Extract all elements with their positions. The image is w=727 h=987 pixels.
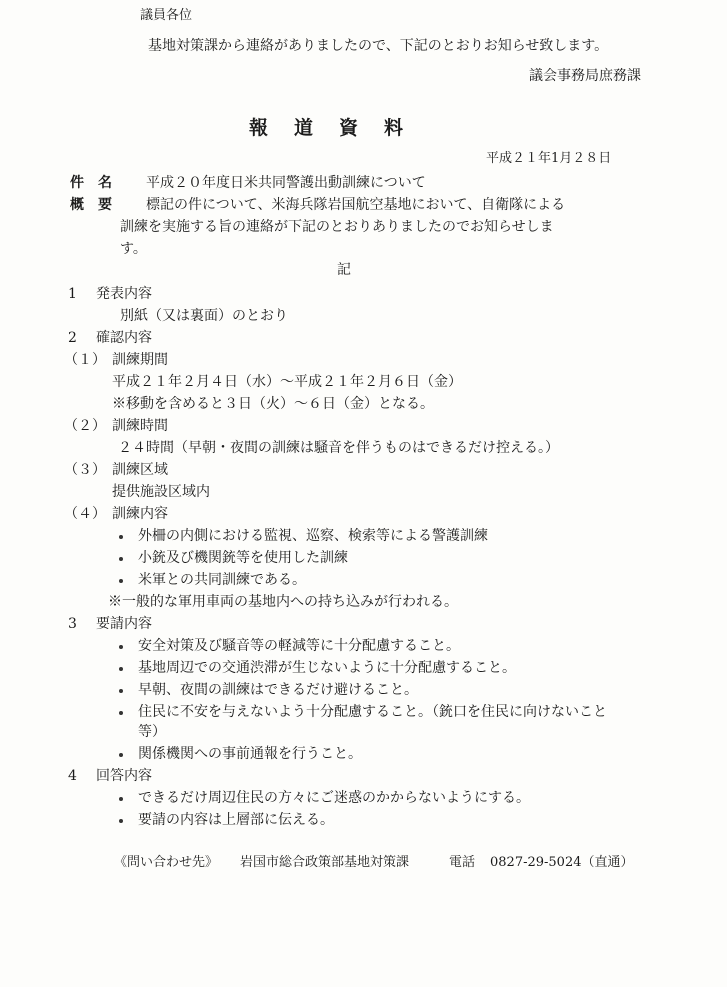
- subsection-heading: 訓練区域: [112, 462, 168, 478]
- subsection-line: 平成２１年２月４日（水）～平成２１年２月６日（金）: [112, 374, 462, 390]
- bullet-icon: [119, 753, 123, 757]
- memo-addressee: 議員各位: [140, 8, 193, 23]
- page-title: 報道資料: [249, 117, 430, 139]
- bullet-icon: [119, 535, 123, 539]
- memo-sender: 議会事務局庶務課: [529, 68, 641, 84]
- bullet-icon: [119, 667, 123, 671]
- subsection-body: 提供施設区域内: [112, 484, 210, 500]
- section-heading: 回答内容: [96, 768, 152, 784]
- bullet-icon: [119, 557, 123, 561]
- contact-label: 《問い合わせ先》: [114, 855, 219, 870]
- list-item: 関係機関への事前通報を行うこと。: [138, 746, 362, 762]
- subsection-line: ※移動を含めると３日（火）～６日（金）となる。: [112, 396, 434, 412]
- section-number: 2: [68, 330, 77, 346]
- list-item: 住民に不安を与えないよう十分配慮すること。（銃口を住民に向けないこと: [138, 704, 607, 720]
- bullet-icon: [119, 711, 123, 715]
- list-item: 外柵の内側における監視、巡察、検索等による警護訓練: [138, 528, 488, 544]
- bullet-icon: [119, 645, 123, 649]
- section-body: 別紙（又は裏面）のとおり: [120, 308, 288, 324]
- document-date: 平成２１年1月２８日: [486, 151, 612, 166]
- contact-org: 岩国市総合政策部基地対策課: [240, 855, 410, 870]
- list-item: 米軍との共同訓練である。: [138, 572, 306, 588]
- bullet-icon: [119, 797, 123, 801]
- subject-text: 平成２０年度日米共同警護出動訓練について: [146, 175, 426, 191]
- section-number: 3: [68, 616, 77, 632]
- list-item: 基地周辺での交通渋滞が生じないように十分配慮すること。: [138, 660, 516, 676]
- subsection-number: （３）: [64, 462, 106, 478]
- list-item: できるだけ周辺住民の方々にご迷惑のかからないようにする。: [138, 790, 530, 806]
- contact-tel: 0827-29-5024（直通）: [490, 855, 634, 870]
- subsection-body: ２４時間（早朝・夜間の訓練は騒音を伴うものはできるだけ控える。）: [118, 440, 559, 456]
- list-item: 早朝、夜間の訓練はできるだけ避けること。: [138, 682, 418, 698]
- memo-notice: 基地対策課から連絡がありましたので、下記のとおりお知らせ致します。: [148, 38, 609, 54]
- summary-line: す。: [120, 241, 147, 257]
- section-number: 1: [68, 286, 77, 302]
- note-text: ※一般的な軍用車両の基地内への持ち込みが行われる。: [108, 594, 458, 610]
- list-item: 要請の内容は上層部に伝える。: [138, 812, 334, 828]
- list-item-continuation: 等）: [138, 724, 166, 740]
- list-item: 小銃及び機関銃等を使用した訓練: [138, 550, 348, 566]
- summary-line: 訓練を実施する旨の連絡が下記のとおりありましたのでお知らせしま: [120, 219, 554, 235]
- bullet-icon: [119, 579, 123, 583]
- summary-line: 標記の件について、米海兵隊岩国航空基地において、自衛隊による: [146, 197, 566, 213]
- subsection-heading: 訓練期間: [112, 352, 168, 368]
- contact-tel-label: 電話: [449, 855, 476, 870]
- section-heading: 確認内容: [96, 330, 152, 346]
- summary-label: 概 要: [70, 197, 112, 213]
- subsection-heading: 訓練内容: [112, 506, 168, 522]
- subsection-number: （２）: [64, 418, 106, 434]
- subject-label: 件 名: [70, 175, 112, 191]
- bullet-icon: [119, 819, 123, 823]
- subsection-number: （１）: [64, 352, 106, 368]
- subsection-heading: 訓練時間: [112, 418, 168, 434]
- subsection-number: （４）: [64, 506, 106, 522]
- section-number: 4: [68, 768, 77, 784]
- section-heading: 発表内容: [96, 286, 152, 302]
- section-heading: 要請内容: [96, 616, 152, 632]
- list-item: 安全対策及び騒音等の軽減等に十分配慮すること。: [138, 638, 460, 654]
- bullet-icon: [119, 689, 123, 693]
- ki-mark: 記: [337, 262, 351, 278]
